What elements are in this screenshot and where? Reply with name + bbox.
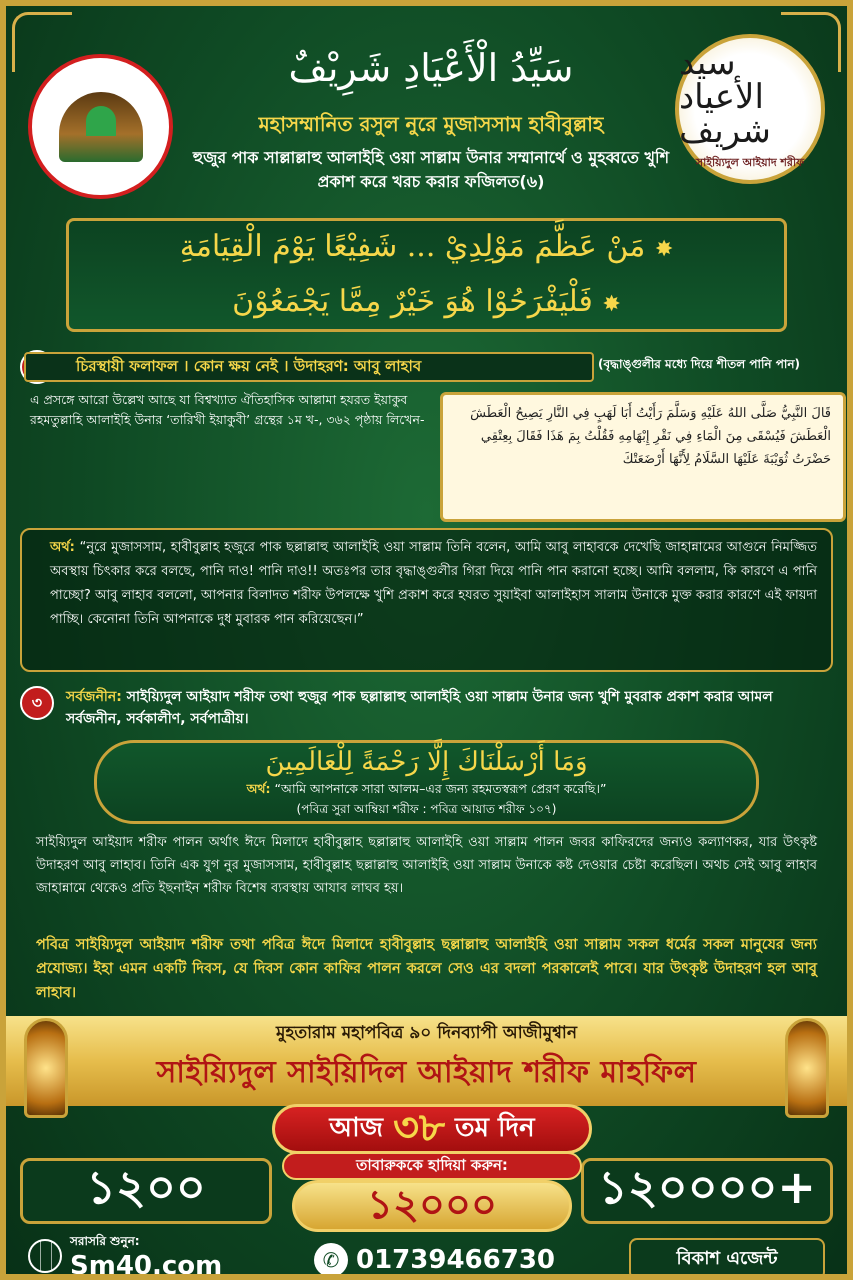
seal-caption: সাইয়্যিদুল আইয়াদ শরীফ [695,155,805,169]
today-suffix: তম দিন [454,1113,535,1143]
paragraph-1: সাইয়্যিদুল আইয়াদ শরীফ পালন অর্থাৎ ঈদে মিলাদে হাবীবুল্লাহ ছল্লাল্লাহু আলাইহি ওয়া সাল্লাম পালন জবর কাফিরদের জন্যও কল্যাণকর, যার উৎকৃষ্ট উদাহরণ আবু লাহাব। তিনি এক যুগ নুর মুজাসসাম, হাবীবুল্লাহ ছল্লাল্লাহু আলাইহি ওয়া সাল্লাম উনাকে কষ্ট দেওয়ার চেষ্টা করেছিল। অথচ সেই আবু লাহাব জাহান্নামে থেকেও প্রতি ইছনাইন শরীফ বিশেষ ব্যবস্থায় আযাব লাঘব হয়। [36,835,817,896]
website-link[interactable] [28,1232,278,1280]
today-badge [272,1104,592,1154]
arabic-quote: قَالَ النَّبِيُّ صَلَّى اللهُ عَلَيْهِ وَسَلَّمَ رَأَيْتُ أَبَا لَهَبٍ فِي النَّارِ يَصِيحُ الْعَطَشَ الْعَطَشَ فَيُسْقَى مِنَ الْمَاءِ فِي نَقْرِ إِبْهَامِهِ فَقُلْتُ بِمَ هَذَا فَقَالَ بِعِتْقِي حَضْرَتُ ثُوَيْبَةَ عَلَيْهَا السَّلَامُ لِأَنَّهَا أَرْضَعَتْكَ [440,392,846,522]
count-middle: ১২০০০ [292,1180,572,1232]
section-3-heading [66,686,806,731]
banner-line-2-text: فَلْيَفْرَحُوْا هُوَ خَيْرٌ مِمَّا يَجْمَعُوْنَ [232,284,593,319]
subtitle-secondary: হুজুর পাক সাল্লাল্লাহু আলাইহি ওয়া সাল্লাম উনার সম্মানার্থে ও মুহব্বতে খুশি প্রকাশ করে খরচ করার ফজিলত(৬) [192,148,670,191]
star-icon: ✸ [602,292,621,317]
section-3-text: সাইয়্যিদুল আইয়াদ শরীফ তথা হুজুর পাক ছল্লাল্লাহু আলাইহি ওয়া সাল্লাম উনার জন্য খুশি মুবরাক প্রকাশ করার আমল সর্বজনীন, সর্বকালীণ, সর্বপাত্রীয়। [66,689,773,728]
website-url[interactable]: Sm40.com [70,1251,223,1280]
ayah-box [94,740,759,824]
globe-icon [28,1239,62,1273]
section-number-badge: ৩ [20,686,54,720]
phone-contact[interactable] [314,1240,614,1280]
meaning-text: “নুরে মুজাসসাম, হাবীবুল্লাহ হজুরে পাক ছল্লাল্লাহু আলাইহি ওয়া সাল্লাম তিনি বলেন, আমি আবু লাহাবকে দেখেছি জাহান্নামের আগুনে নিমজ্জিত অবস্থায় চিৎকার করে বলছে, পানি দাও! পানি দাও!! অতঃপর তার বৃদ্ধাঙ্গুলীর গিরা দিয়ে পানি পান করানো হচ্ছে। আমি বললাম, কি কারণে এ পানি পাচ্ছো? আবু লাহাব বললো, আপনার বিলাদত শরীফ উপলক্ষে খুশি প্রকাশ করে হযরত সুয়াইবা আলাইহাস সালাম উনাকে মুক্ত করার কারণে এই ফায়দা পাচ্ছি। কেনোনা তিনি আপনাকে দুধ মুবারক পান করিয়েছেন।” [50,540,817,628]
meaning-box [20,528,833,672]
banner-line-1-text: مَنْ عَظَّمَ مَوْلِدِيْ ... شَفِيْعًا يَوْمَ الْقِيَامَةِ [179,229,646,264]
mosque-logo [28,54,173,199]
section-1-intro: এ প্রসঙ্গে আরো উল্লেখ আছে যা বিশ্বখ্যাত ঐতিহাসিক আল্লামা হযরত ইয়াকুব রহমতুল্লাহি আলাইহি উনার ‘তারিখী ইয়াকুবী’ গ্রন্থের ১ম খ-, ৩৬২ পৃষ্ঠায় লিখেন- [30,392,425,427]
event-title: সাইয়্যিদুল সাইয়িদিল আইয়াদ শরীফ মাহফিল [156,1055,697,1090]
dome-icon [59,92,143,162]
arabic-title: سَيِّدُ الْأَعْيَادِ شَرِيْفٌ [288,46,574,90]
event-top-line: মুহতারাম মহাপবিত্র ৯০ দিনব্যাপী আজীমুশ্বান [276,1023,577,1043]
section-1-heading: চিরস্থায়ী ফলাফল । কোন ক্ষয় নেই । উদাহরণ: আবু লাহাব [24,352,594,382]
agent-badge: বিকাশ এজেন্ট [629,1238,825,1280]
ayah-meaning-label: অর্থ: [246,781,271,796]
paragraph-2: পবিত্র সাইয়্যিদুল আইয়াদ শরীফ তথা পবিত্র ঈদে মিলাদে হাবীবুল্লাহ ছল্লাল্লাহু আলাইহি ওয়া সাল্লাম সকল ধর্মের সকল মানুযের জন্য প্রযোজ্য। ইহা এমন একটি দিবস, যে দিবস কোন কাফির পালন করলে সেও এর বদলা পরকালেই পাবে। যার উৎকৃষ্ট উদাহরণ হল আবু লাহাব। [36,937,817,1001]
today-number: ৩৮ [393,1104,445,1151]
phone-number[interactable]: 01739466730 [356,1245,555,1275]
today-prefix: আজ [329,1113,383,1143]
donation-label: তাবারুককে হাদিয়া করুন: [282,1152,582,1180]
subtitle: মহাসম্মানিত রসুল নুরে মুজাসসাম হাবীবুল্লাহ [258,112,604,136]
ayah-arabic: وَمَا أَرْسَلْنَاكَ إِلَّا رَحْمَةً لِلْعَالَمِينَ [265,747,588,777]
meaning-label: অর্থ: [50,540,75,555]
arabic-banner [66,218,787,332]
phone-icon: ✆ [314,1243,348,1277]
listen-label: সরাসরি শুনুন: [70,1234,140,1248]
count-left: ১২০০ [20,1158,272,1224]
section-1-side-note: (বৃদ্ধাঙ্গুলীর মধ্যে দিয়ে শীতল পানি পান) [598,357,801,371]
seal-calligraphy: سيد الأعياد شريف [679,42,771,151]
ayah-reference: (পবিত্র সুরা আম্বিয়া শরীফ : পবিত্র আয়াত শরীফ ১০৭) [296,802,557,816]
star-icon: ✸ [654,237,674,262]
footer [6,1232,847,1280]
ayah-meaning-text: “আমি আপনাকে সারা আলম–এর জন্য রহমতস্বরূপ প্রেরণ করেছি।” [274,781,607,796]
banner-line-1 [69,221,784,276]
calligraphy-seal [675,34,825,184]
ayah-meaning [97,781,756,801]
banner-line-2 [69,276,784,331]
count-right: ১২০০০০+ [581,1158,833,1224]
section-3-label: সর্বজনীন: [66,689,122,705]
